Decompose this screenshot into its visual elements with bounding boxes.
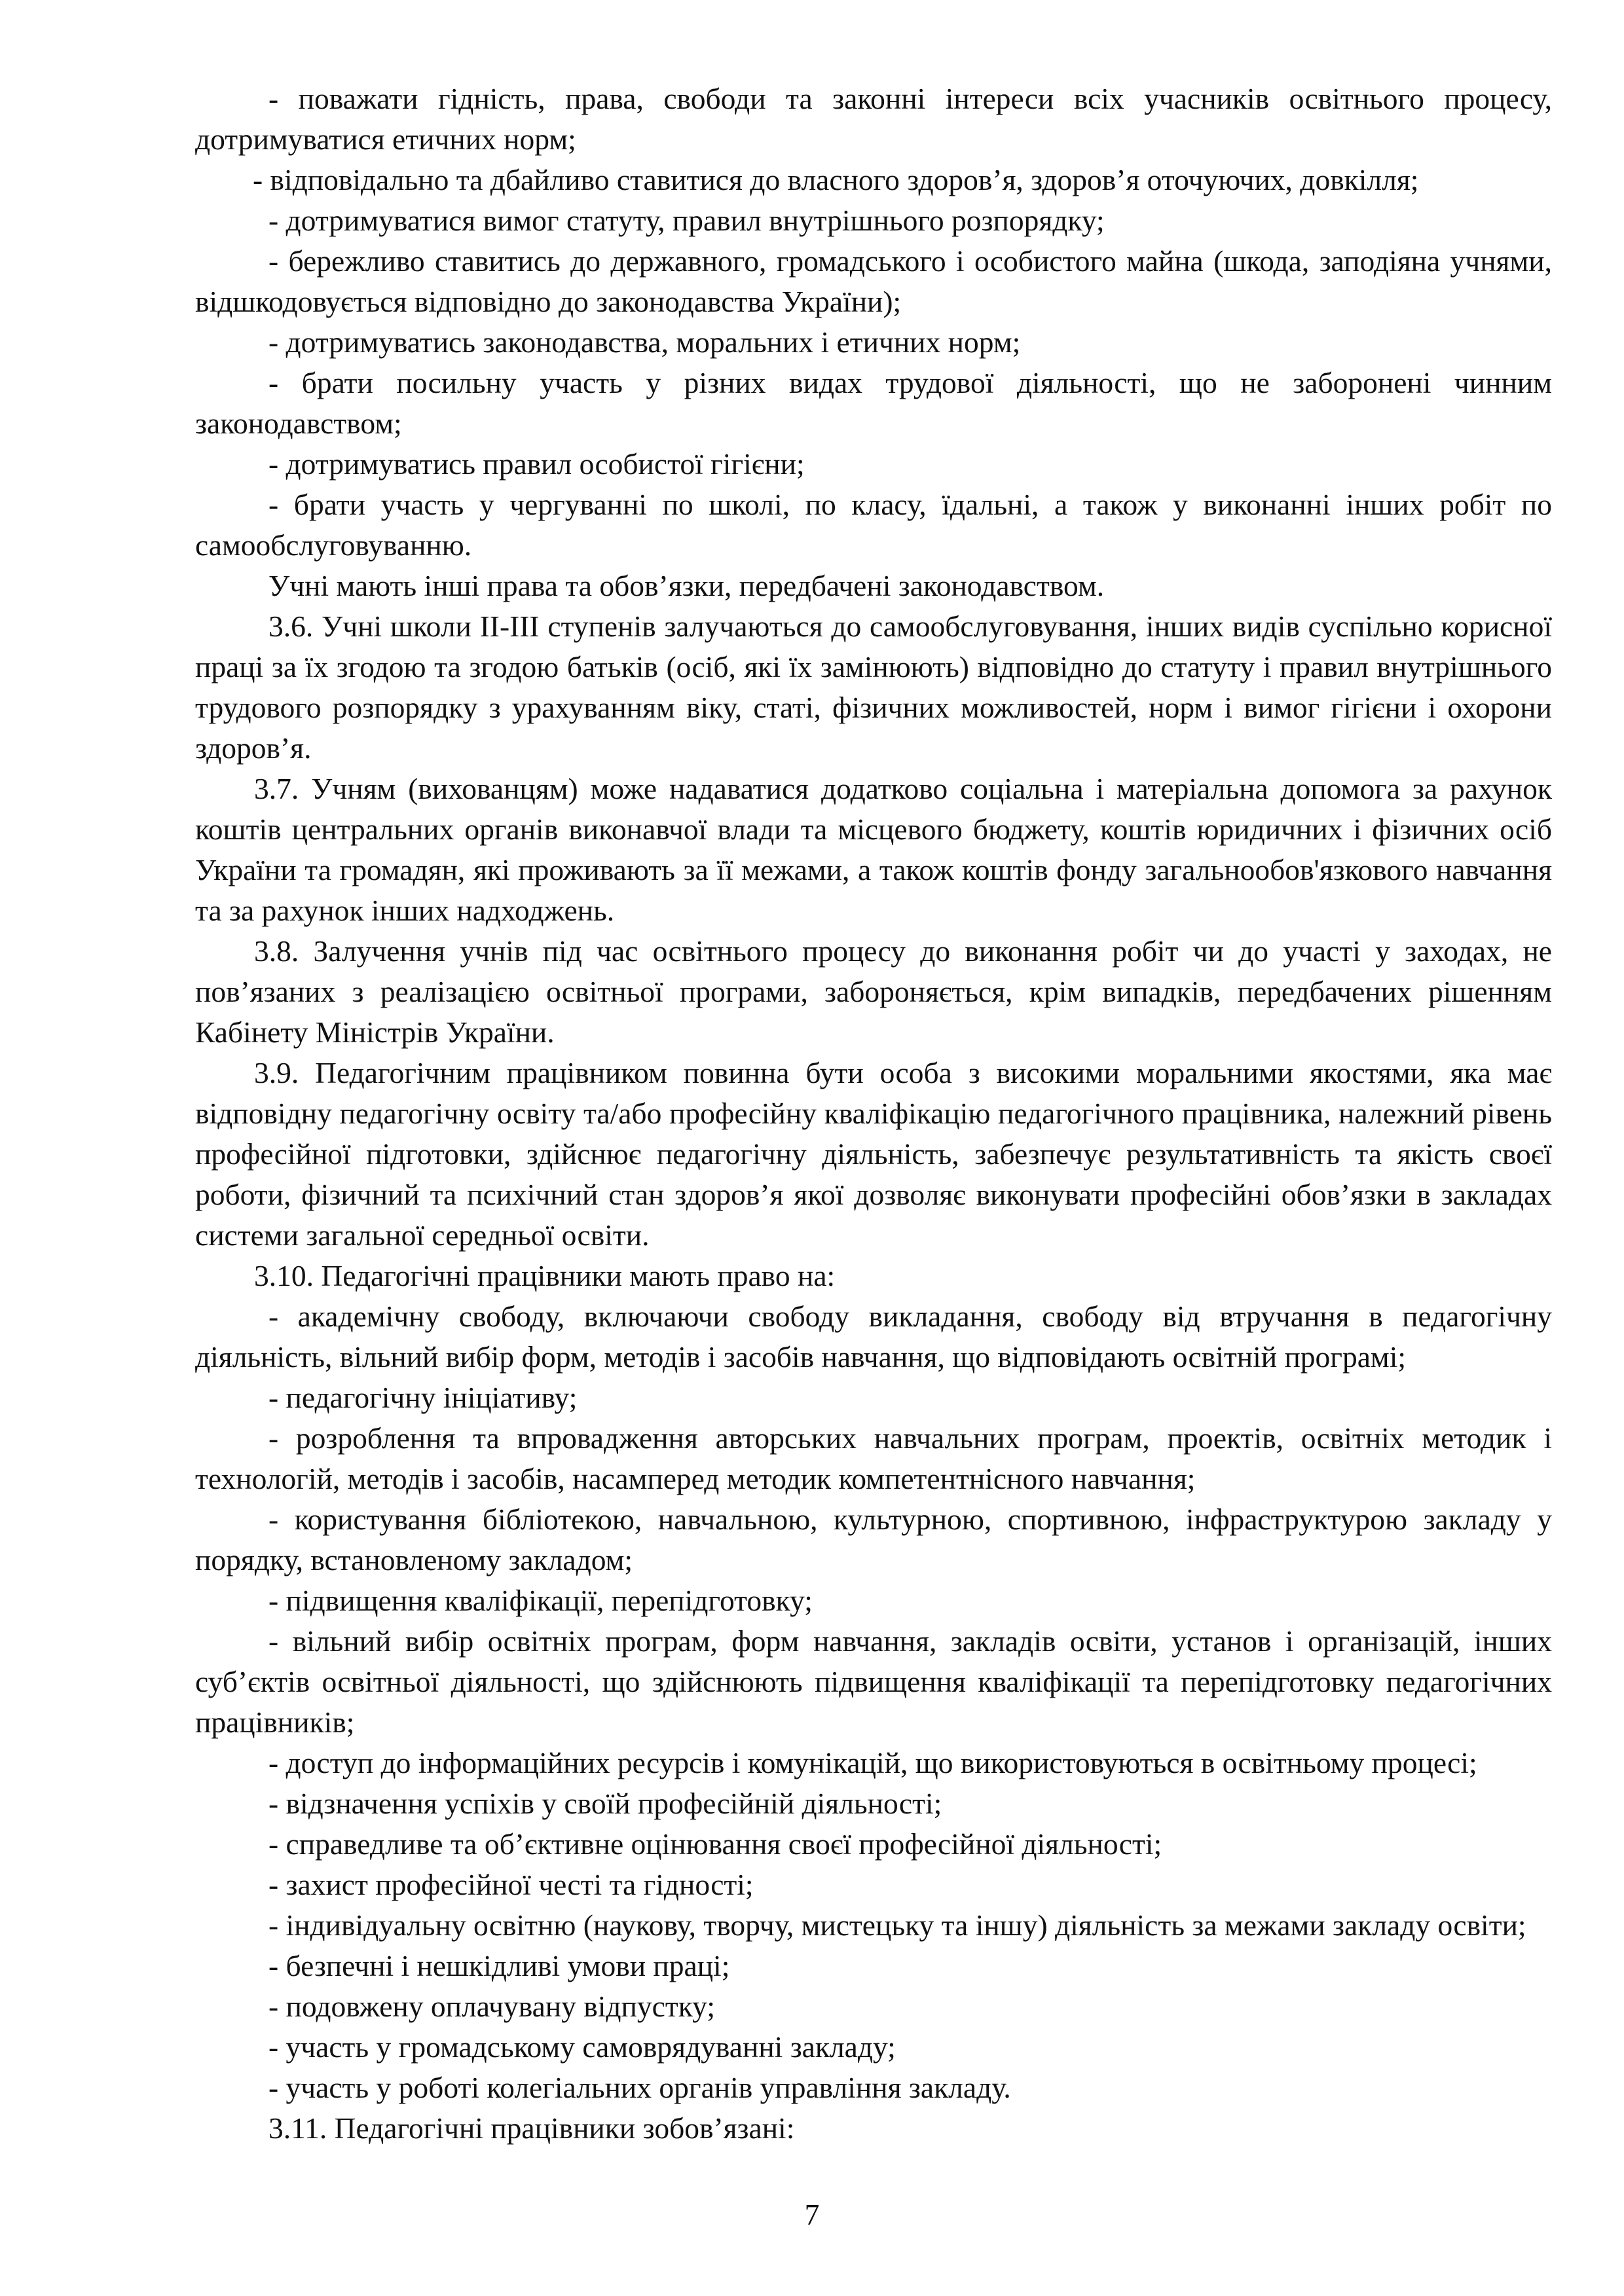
paragraph-19: - підвищення кваліфікації, перепідготовку; bbox=[268, 1584, 813, 1617]
paragraph-20: - вільний вибір освітніх програм, форм навчання, закладів освіти, установ і організацій, інших суб’єктів освітньої діяльності, що здійснюють підвищення кваліфікації та перепідготовку педагогічних працівників; bbox=[195, 1624, 1552, 1739]
page-number: 7 bbox=[804, 2198, 820, 2231]
paragraph-9: Учні мають інші права та обов’язки, передбачені законодавством. bbox=[268, 569, 1105, 602]
paragraph-13: 3.9. Педагогічним працівником повинна бути особа з високими моральними якостями, яка має відповідну педагогічну освіту та/або професійну кваліфікацію педагогічного працівника, належний рівень професійної підготовки, здійснює педагогічну діяльність, забезпечує результативність та якість своєї роботи, фізичний та психічний стан здоров’я якої дозволяє виконувати професійні обов’язки в закладах системи загальної середньої освіти. bbox=[195, 1056, 1552, 1252]
paragraph-22: - відзначення успіхів у своїй професійній діяльності; bbox=[268, 1787, 942, 1820]
paragraph-23: - справедливе та об’єктивне оцінювання своєї професійної діяльності; bbox=[268, 1827, 1162, 1861]
paragraph-30: 3.11. Педагогічні працівники зобов’язані: bbox=[268, 2111, 795, 2145]
paragraph-24: - захист професійної честі та гідності; bbox=[268, 1868, 754, 1901]
paragraph-26: - безпечні і нешкідливі умови праці; bbox=[268, 1949, 730, 1982]
paragraph-8: - брати участь у чергуванні по школі, по класу, їдальні, а також у виконанні інших робіт по самообслуговуванню. bbox=[195, 488, 1552, 562]
paragraph-16: - педагогічну ініціативу; bbox=[268, 1381, 578, 1414]
paragraph-27: - подовжену оплачувану відпустку; bbox=[268, 1990, 715, 2023]
paragraph-21: - доступ до інформаційних ресурсів і комунікацій, що використовуються в освітньому процесі; bbox=[268, 1746, 1477, 1779]
document-body bbox=[195, 79, 1552, 2149]
paragraph-14: 3.10. Педагогічні працівники мають право на: bbox=[254, 1259, 836, 1292]
paragraph-5: - дотримуватись законодавства, моральних і етичних норм; bbox=[268, 325, 1021, 359]
paragraph-3: - дотримуватися вимог статуту, правил внутрішнього розпорядку; bbox=[268, 204, 1105, 237]
paragraph-28: - участь у громадському самоврядуванні закладу; bbox=[268, 2030, 896, 2064]
paragraph-17: - розроблення та впровадження авторських навчальних програм, проектів, освітніх методик і технологій, методів і засобів, насамперед методик компетентнісного навчання; bbox=[195, 1421, 1552, 1495]
paragraph-2: - відповідально та дбайливо ставитися до власного здоров’я, здоров’я оточуючих, довкілля; bbox=[253, 163, 1419, 196]
paragraph-4: - бережливо ставитись до державного, громадського і особистого майна (шкода, заподіяна учнями, відшкодовується відповідно до законодавства України); bbox=[195, 244, 1552, 318]
paragraph-1: - поважати гідність, права, свободи та законні інтереси всіх учасників освітнього процесу, дотримуватися етичних норм; bbox=[195, 82, 1552, 156]
paragraph-6: - брати посильну участь у різних видах трудової діяльності, що не заборонені чинним законодавством; bbox=[195, 366, 1552, 440]
paragraph-11: 3.7. Учням (вихованцям) може надаватися додатково соціальна і матеріальна допомога за рахунок коштів центральних органів виконавчої влади та місцевого бюджету, коштів юридичних і фізичних осіб України та громадян, які проживають за її межами, а також коштів фонду загальнообов'язкового навчання та за рахунок інших надходжень. bbox=[195, 772, 1552, 927]
paragraph-25: - індивідуальну освітню (наукову, творчу, мистецьку та іншу) діяльність за межами закладу освіти; bbox=[268, 1908, 1526, 1942]
paragraph-10: 3.6. Учні школи ІІ-ІІІ ступенів залучаються до самообслуговування, інших видів суспільно корисної праці за їх згодою та згодою батьків (осіб, які їх замінюють) відповідно до статуту і правил внутрішнього трудового розпорядку з урахуванням віку, статі, фізичних можливостей, норм і вимог гігієни і охорони здоров’я. bbox=[195, 610, 1552, 765]
paragraph-18: - користування бібліотекою, навчальною, культурною, спортивною, інфраструктурою закладу у порядку, встановленому закладом; bbox=[195, 1503, 1552, 1576]
paragraph-12: 3.8. Залучення учнів під час освітнього процесу до виконання робіт чи до участі у заходах, не пов’язаних з реалізацією освітньої програми, забороняється, крім випадків, передбачених рішенням Кабінету Міністрів України. bbox=[195, 934, 1552, 1049]
paragraph-29: - участь у роботі колегіальних органів управління закладу. bbox=[268, 2071, 1011, 2104]
paragraph-7: - дотримуватись правил особистої гігієни; bbox=[268, 447, 805, 481]
paragraph-15: - академічну свободу, включаючи свободу викладання, свободу від втручання в педагогічну діяльність, вільний вибір форм, методів і засобів навчання, що відповідають освітній програмі; bbox=[195, 1300, 1552, 1374]
